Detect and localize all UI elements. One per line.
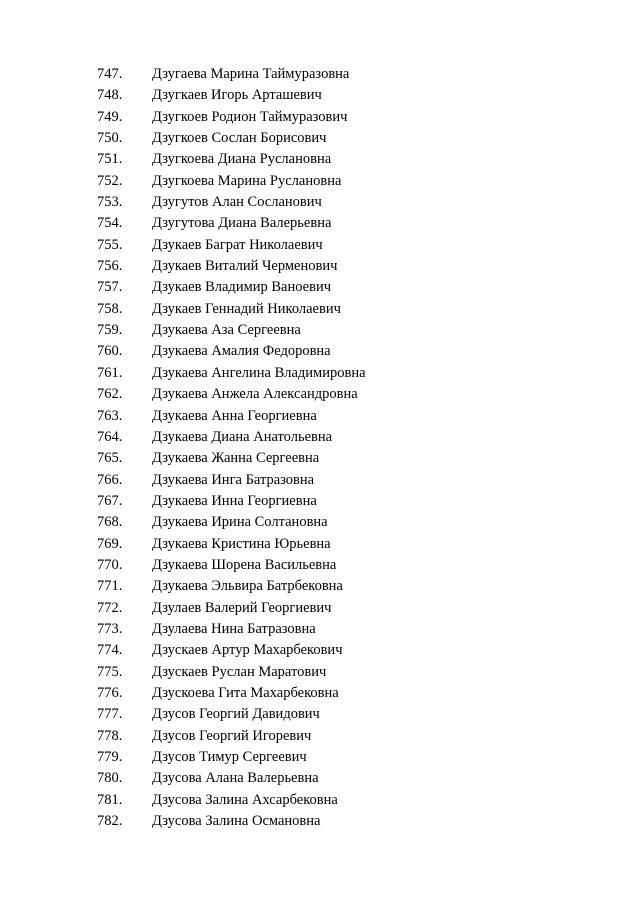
person-name: Дзукаева Шорена Васильевна [152,556,337,573]
item-number: 776. [97,684,123,701]
list-item [97,235,366,256]
list-item [97,619,366,640]
item-number: 777. [97,706,123,723]
list-item [97,598,366,619]
person-name: Дзукаева Инга Батразовна [152,471,315,488]
item-number: 758. [97,300,123,317]
names-list [97,64,366,832]
list-item [97,448,366,469]
person-name: Дзукаева Ирина Солтановна [152,514,328,531]
person-name: Дзукаева Диана Анатольевна [152,428,333,445]
item-number: 749. [97,108,123,125]
person-name: Дзукаева Эльвира Батрбековна [152,578,343,595]
person-name: Дзусова Залина Османовна [152,813,321,830]
person-name: Дзусов Георгий Игоревич [152,727,312,744]
item-number: 751. [97,151,123,168]
item-number: 764. [97,428,123,445]
item-number: 750. [97,130,123,147]
person-name: Дзусов Георгий Давидович [152,706,320,723]
person-name: Дзугкаев Игорь Арташевич [152,87,322,104]
person-name: Дзускаев Артур Махарбекович [152,642,343,659]
person-name: Дзугаева Марина Таймуразовна [152,66,350,82]
item-number: 781. [97,791,123,808]
item-number: 771. [97,578,123,595]
item-number: 761. [97,364,123,381]
person-name: Дзукаев Виталий Черменович [152,258,338,275]
item-number: 779. [97,749,123,765]
list-item [97,341,366,362]
list-item [97,149,366,170]
person-name: Дзугкоев Родион Таймуразович [152,108,348,125]
person-name: Дзукаев Владимир Ваноевич [152,279,332,296]
item-number: 782. [97,813,123,830]
list-item [97,768,366,789]
item-number: 767. [97,492,123,509]
item-number: 766. [97,471,123,488]
person-name: Дзугкоева Марина Руслановна [152,172,342,189]
list-item [97,128,366,149]
person-name: Дзукаева Жанна Сергеевна [152,450,320,467]
item-number: 754. [97,215,123,232]
list-item [97,192,366,213]
item-number: 747. [97,66,123,82]
list-item [97,213,366,234]
item-number: 772. [97,599,123,616]
person-name: Дзукаев Геннадий Николаевич [152,300,341,317]
item-number: 774. [97,642,123,659]
person-name: Дзугкоева Диана Руслановна [152,151,332,168]
list-item [97,427,366,448]
list-item [97,171,366,192]
person-name: Дзукаев Баграт Николаевич [152,236,323,253]
item-number: 780. [97,770,123,787]
list-item [97,640,366,661]
person-name: Дзукаева Ангелина Владимировна [152,364,366,381]
person-name: Дзугутова Диана Валерьевна [152,215,332,232]
person-name: Дзукаева Амалия Федоровна [152,343,331,360]
list-item [97,790,366,811]
item-number: 753. [97,194,123,211]
list-item [97,384,366,405]
item-number: 759. [97,322,123,339]
item-number: 756. [97,258,123,275]
item-number: 773. [97,620,123,637]
person-name: Дзукаева Кристина Юрьевна [152,535,331,552]
item-number: 762. [97,386,123,403]
list-item [97,576,366,597]
list-item [97,726,366,747]
person-name: Дзукаева Инна Георгиевна [152,492,317,509]
list-item [97,512,366,533]
item-number: 748. [97,87,123,104]
list-item [97,555,366,576]
list-item [97,683,366,704]
list-item [97,811,366,832]
person-name: Дзугутов Алан Сосланович [152,194,322,211]
person-name: Дзукаева Анжела Александровна [152,386,358,403]
item-number: 775. [97,663,123,680]
person-name: Дзусова Залина Ахсарбековна [152,791,338,808]
list-item [97,277,366,298]
person-name: Дзусов Тимур Сергеевич [152,749,307,765]
item-number: 755. [97,236,123,253]
item-number: 770. [97,556,123,573]
item-number: 760. [97,343,123,360]
item-number: 768. [97,514,123,531]
list-item [97,299,366,320]
person-name: Дзускаев Руслан Маратович [152,663,327,680]
person-name: Дзугкоев Сослан Борисович [152,130,327,147]
list-item [97,491,366,512]
list-item [97,256,366,277]
person-name: Дзулаев Валерий Георгиевич [152,599,332,616]
list-item [97,470,366,491]
item-number: 769. [97,535,123,552]
item-number: 778. [97,727,123,744]
person-name: Дзусова Алана Валерьевна [152,770,319,787]
item-number: 757. [97,279,123,296]
list-item [97,85,366,106]
list-item [97,406,366,427]
list-item [97,107,366,128]
person-name: Дзускоева Гита Махарбековна [152,684,339,701]
person-name: Дзулаева Нина Батразовна [152,620,316,637]
person-name: Дзукаева Аза Сергеевна [152,322,301,339]
item-number: 765. [97,450,123,467]
item-number: 763. [97,407,123,424]
list-item [97,662,366,683]
list-item [97,747,366,768]
list-item [97,320,366,341]
item-number: 752. [97,172,123,189]
list-item [97,534,366,555]
list-item [97,363,366,384]
list-item [97,704,366,725]
list-item [97,64,366,85]
person-name: Дзукаева Анна Георгиевна [152,407,317,424]
